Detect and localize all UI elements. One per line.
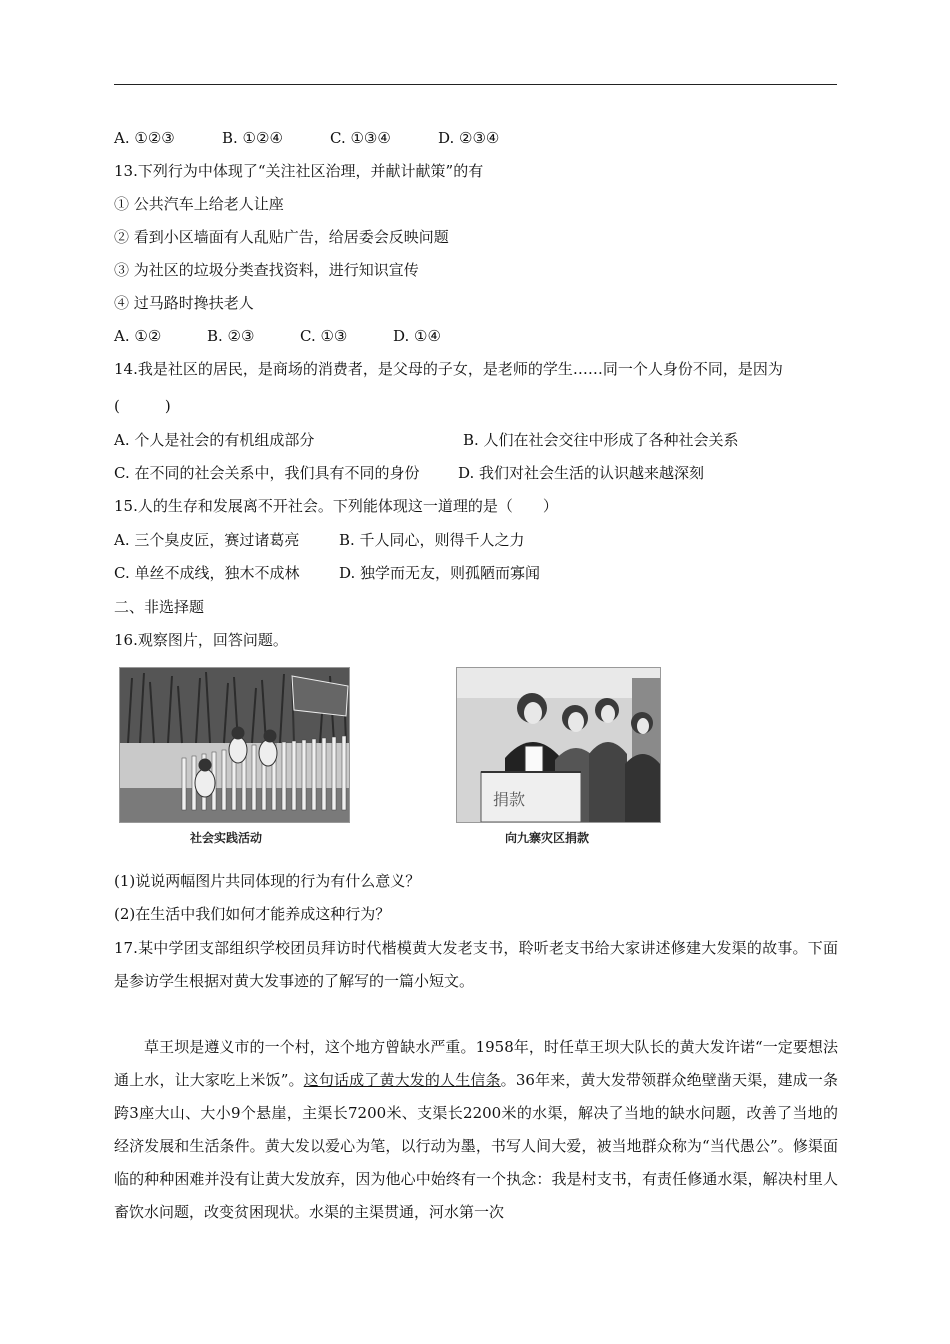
q14-option-a: A. 个人是社会的有机组成部分 (114, 431, 315, 449)
q12-option-c: C. ①③④ (330, 129, 391, 147)
donation-illustration (457, 668, 660, 822)
q13-option-b: B. ②③ (207, 327, 255, 345)
q15-option-a: A. 三个臭皮匠，赛过诸葛亮 (114, 531, 300, 549)
q13-option-a: A. ①② (114, 327, 162, 345)
q13-option-d: D. ①④ (393, 327, 441, 345)
q13-options (114, 326, 441, 346)
q14-bracket: ( ) (114, 397, 171, 415)
q12-option-a: A. ①②③ (114, 129, 175, 147)
q17-underlined-sentence: 这句话成了黄大发的人生信条 (303, 1071, 501, 1089)
q17-stem: 17.某中学团支部组织学校团员拜访时代楷模黄大发老支书，聆听老支书给大家讲述修建大发渠的故事。下面是参访学生根据对黄大发事迹的了解写的一篇小短文。 (114, 939, 838, 990)
q12-option-b: B. ①②④ (222, 129, 283, 147)
q15-option-d: D. 独学而无友，则孤陋而寡闻 (339, 564, 541, 582)
q14-stem: 14.我是社区的居民，是商场的消费者，是父母的子女，是老师的学生……同一个人身份不同，是因为 (114, 360, 783, 378)
q13-item-1: ① 公共汽车上给老人让座 (114, 195, 284, 213)
q16-stem: 16.观察图片，回答问题。 (114, 631, 288, 649)
q14-option-d: D. 我们对社会生活的认识越来越深刻 (458, 464, 705, 482)
q15-option-c: C. 单丝不成线，独木不成林 (114, 564, 300, 582)
q16-sub-question-1: (1)说说两幅图片共同体现的行为有什么意义？ (114, 872, 421, 890)
q13-item-2: ② 看到小区墙面有人乱贴广告，给居委会反映问题 (114, 228, 449, 246)
q13-option-c: C. ①③ (300, 327, 348, 345)
q13-stem: 13.下列行为中体现了“关注社区治理，并献计献策”的有 (114, 162, 484, 180)
social-practice-illustration (120, 668, 349, 822)
photo-caption-donation: 向九寨灾区捐款 (505, 831, 590, 845)
q14-option-c: C. 在不同的社会关系中，我们具有不同的身份 (114, 464, 420, 482)
header-rule (114, 84, 837, 85)
q13-item-3: ③ 为社区的垃圾分类查找资料，进行知识宣传 (114, 261, 419, 279)
photo-caption-social-practice: 社会实践活动 (190, 831, 263, 845)
photo-social-practice (119, 667, 350, 823)
q15-stem: 15.人的生存和发展离不开社会。下列能体现这一道理的是（ ） (114, 497, 558, 515)
photo-donation (456, 667, 661, 823)
section-heading: 二、非选择题 (114, 598, 205, 616)
q14-option-b: B. 人们在社会交往中形成了各种社会关系 (463, 431, 739, 449)
q15-option-b: B. 千人同心，则得千人之力 (339, 531, 525, 549)
q17-passage (114, 1031, 838, 1229)
donation-box-label: 捐款 (493, 790, 526, 809)
q17-passage-part-2: 。36年来，黄大发带领群众绝壁凿天渠，建成一条跨3座大山、大小9个悬崖，主渠长7200米、支渠长2200米的水渠，解决了当地的缺水问题，改善了当地的经济发展和生活条件。黄大发以爱心为笔，以行动为墨，书写人间大爱，被当地群众称为“当代愚公”。修渠面临的种种困难并没有让黄大发放弃，因为他心中始终有一个执念：我是村支书，有责任修通水渠，解决村里人畜饮水问题，改变贫困现状。水渠的主渠贯通，河水第一次 (114, 1071, 838, 1221)
q12-options (114, 128, 499, 148)
q12-option-d: D. ②③④ (438, 129, 500, 147)
q13-item-4: ④ 过马路时搀扶老人 (114, 294, 254, 312)
q16-sub-question-2: (2)在生活中我们如何才能养成这种行为？ (114, 905, 391, 923)
q17-passage-part-1: 草王坝是遵义市的一个村，这个地方曾缺水严重。1958年，时任草王坝大队长的黄大发许诺“一定要想法通上水，让大家吃上米饭”。 (114, 1038, 838, 1089)
